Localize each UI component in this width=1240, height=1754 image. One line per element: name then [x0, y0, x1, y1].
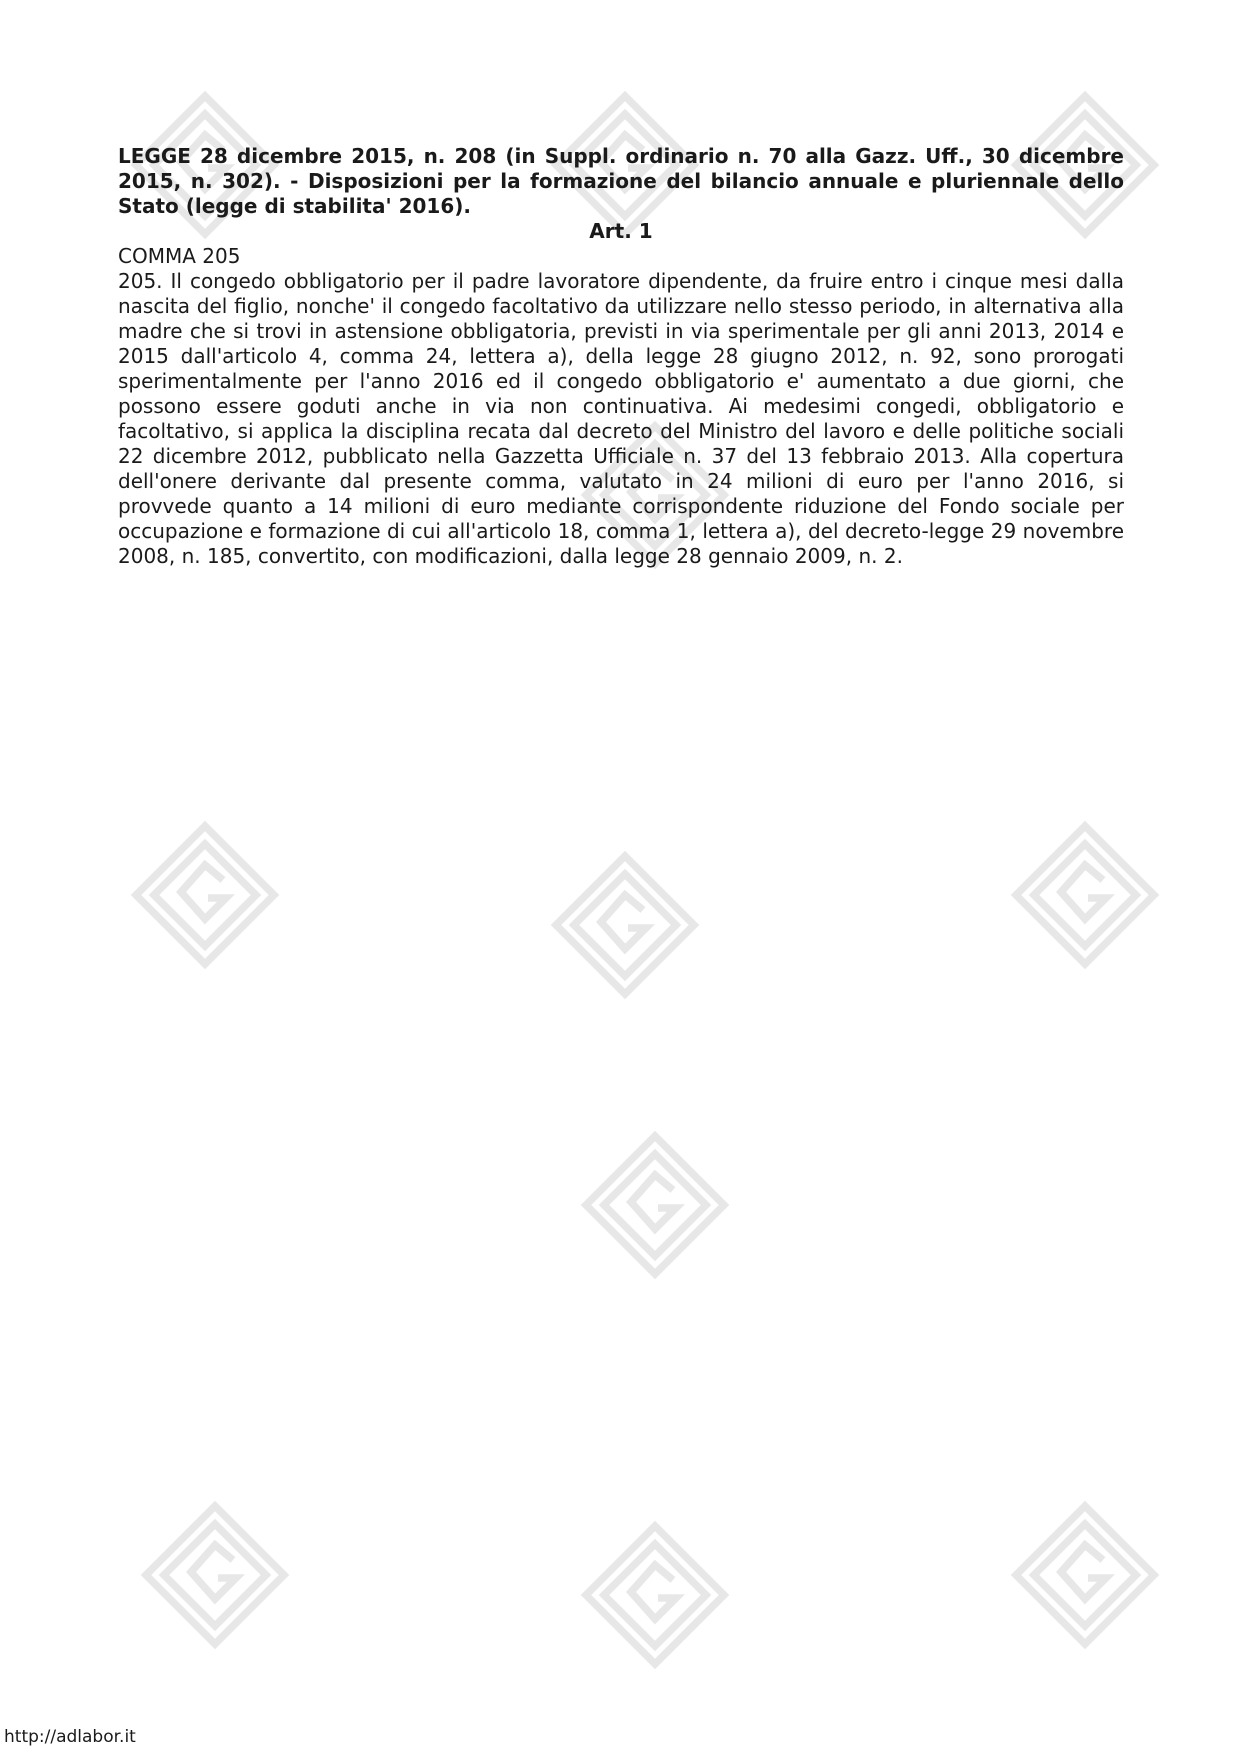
watermark-g-logo-icon	[140, 1500, 290, 1650]
comma-label: COMMA 205	[118, 244, 241, 268]
watermark-g-logo-icon	[550, 850, 700, 1000]
document-body	[118, 144, 1124, 569]
comma-text: 205. Il congedo obbligatorio per il padre lavoratore dipendente, da fruire entro i cinque mesi dalla nascita del figlio, nonche' il congedo facoltativo da utilizzare nello stesso periodo, in alternativa alla madre che si trovi in astensione obbligatoria, previsti in via sperimentale per gli anni 2013, 2014 e 2015 dall'articolo 4, comma 24, lettera a), della legge 28 giugno 2012, n. 92, sono prorogati sperimentalmente per l'anno 2016 ed il congedo obbligatorio e' aumentato a due giorni, che possono essere goduti anche in via non continuativa. Ai medesimi congedi, obbligatorio e facoltativo, si applica la disciplina recata dal decreto del Ministro del lavoro e delle politiche sociali 22 dicembre 2012, pubblicato nella Gazzetta Ufficiale n. 37 del 13 febbraio 2013. Alla copertura dell'onere derivante dal presente comma, valutato in 24 milioni di euro per l'anno 2016, si provvede quanto a 14 milioni di euro mediante corrispondente riduzione del Fondo sociale per occupazione e formazione di cui all'articolo 18, comma 1, lettera a), del decreto-legge 29 novembre 2008, n. 185, convertito, con modificazioni, dalla legge 28 gennaio 2009, n. 2.	[118, 269, 1124, 568]
document-title: LEGGE 28 dicembre 2015, n. 208 (in Suppl. ordinario n. 70 alla Gazz. Uff., 30 dicembre 2015, n. 302). - Disposizioni per la formazione del bilancio annuale e pluriennale dello Stato (legge di stabilita' 2016).	[118, 144, 1124, 218]
article-heading: Art. 1	[589, 219, 653, 243]
watermark-g-logo-icon	[580, 1130, 730, 1280]
watermark-g-logo-icon	[130, 820, 280, 970]
watermark-g-logo-icon	[1010, 820, 1160, 970]
footer-url: http://adlabor.it	[4, 1727, 136, 1747]
watermark-g-logo-icon	[580, 1520, 730, 1670]
watermark-g-logo-icon	[1010, 1500, 1160, 1650]
